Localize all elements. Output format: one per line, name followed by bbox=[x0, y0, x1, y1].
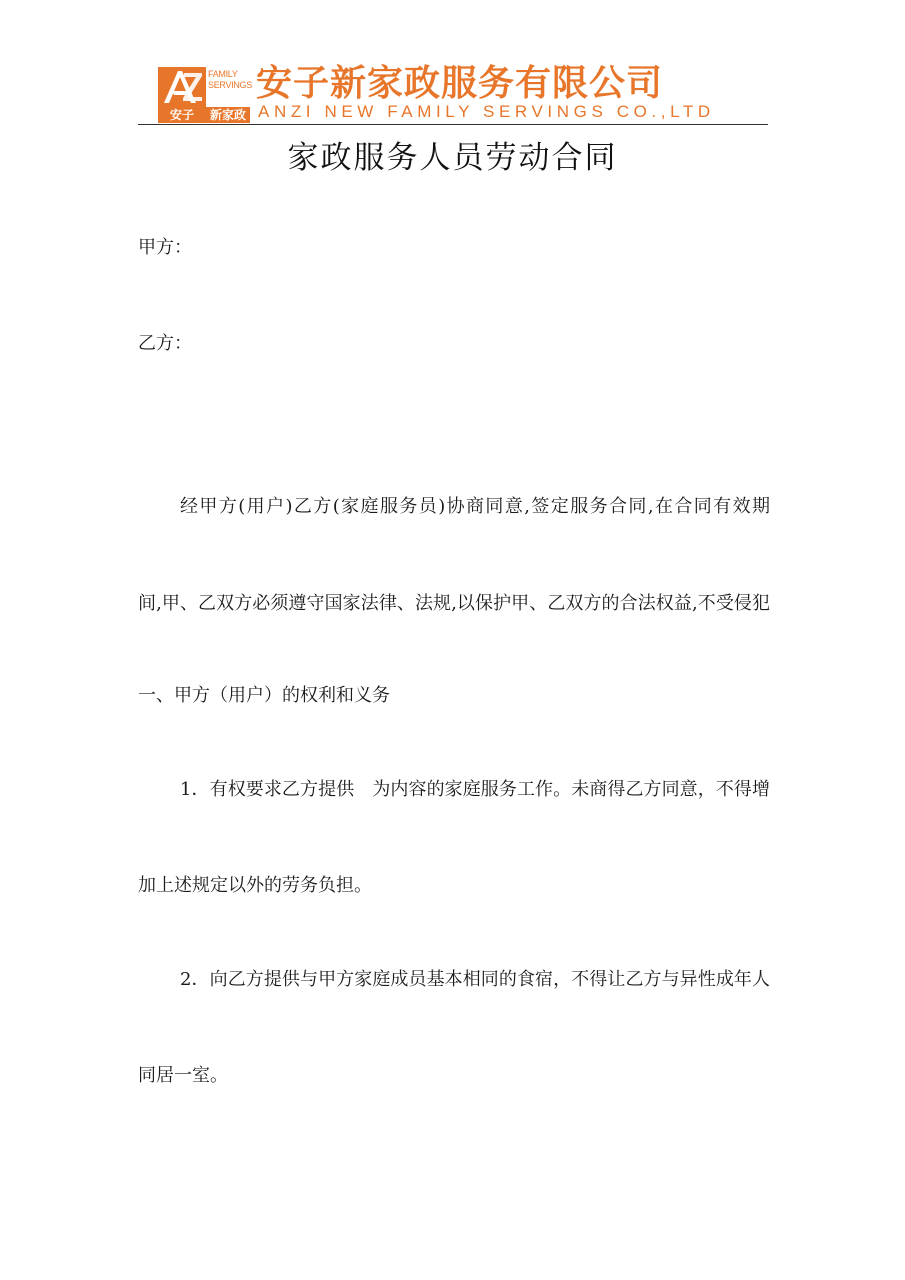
preamble-line: 间,甲、乙双方必须遵守国家法律、法规,以保护甲、乙双方的合法权益,不受侵犯 bbox=[138, 593, 770, 614]
header-divider bbox=[138, 124, 768, 125]
company-name-en: ANZI NEW FAMILY SERVINGS CO.,LTD bbox=[258, 102, 715, 121]
clause-line: 加上述规定以外的劳务负担。 bbox=[138, 875, 372, 896]
preamble-line: 经甲方(用户)乙方(家庭服务员)协商同意,签定服务合同,在合同有效期 bbox=[180, 496, 770, 517]
clause-line: 同居一室。 bbox=[138, 1065, 228, 1086]
company-logo bbox=[158, 67, 252, 123]
letterhead bbox=[138, 62, 768, 124]
section-heading: 一、甲方（用户）的权利和义务 bbox=[138, 685, 390, 706]
clause-line: 1．有权要求乙方提供 为内容的家庭服务工作。未商得乙方同意，不得增 bbox=[180, 779, 770, 800]
party-b-label: 乙方： bbox=[138, 333, 192, 354]
logo-bottom-right: 新家政 bbox=[206, 107, 250, 123]
logo-side-line: SERVINGS bbox=[208, 80, 252, 90]
logo-bottom-left: 安子 bbox=[169, 108, 194, 122]
company-name-cn: 安子新家政服务有限公司 bbox=[256, 63, 664, 104]
logo-side-line: FAMILY bbox=[208, 69, 238, 79]
party-a-label: 甲方： bbox=[138, 237, 192, 258]
clause-line: 2．向乙方提供与甲方家庭成员基本相同的食宿，不得让乙方与异性成年人 bbox=[180, 969, 770, 990]
logo-bottom-text bbox=[158, 107, 250, 123]
logo-side-text bbox=[208, 69, 252, 91]
document-title: 家政服务人员劳动合同 bbox=[287, 140, 618, 176]
az-logo-icon bbox=[158, 67, 206, 107]
